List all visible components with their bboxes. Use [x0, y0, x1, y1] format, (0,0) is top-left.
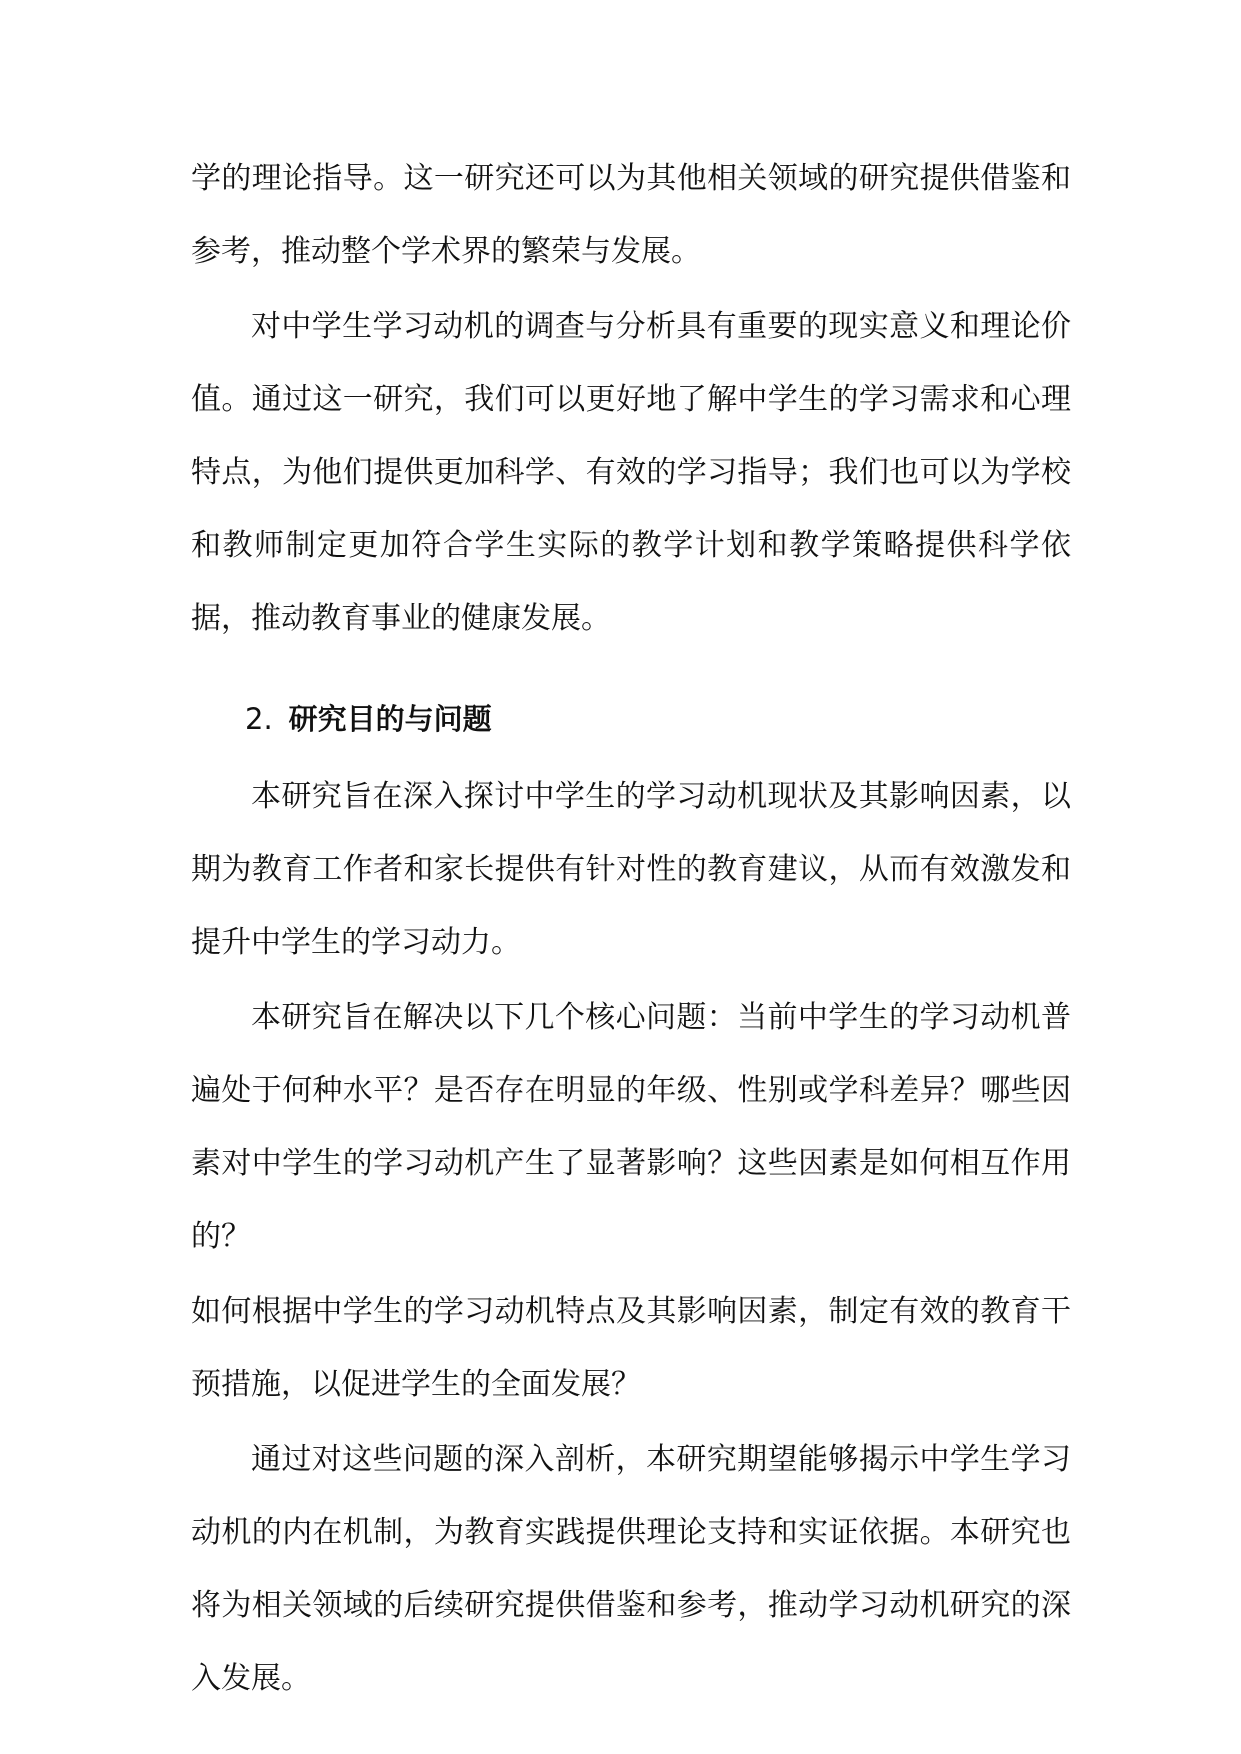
paragraph-continuation: 学的理论指导。这一研究还可以为其他相关领域的研究提供借鉴和参考，推动整个学术界的繁荣与发展。 — [191, 161, 1071, 269]
section-heading — [191, 683, 1071, 756]
paragraph-purpose: 本研究旨在深入探讨中学生的学习动机现状及其影响因素，以期为教育工作者和家长提供有针对性的教育建议，从而有效激发和提升中学生的学习动力。 — [191, 779, 1071, 960]
paragraph-question-continuation: 如何根据中学生的学习动机特点及其影响因素，制定有效的教育干预措施，以促进学生的全面发展？ — [191, 1294, 1071, 1402]
paragraph-significance: 对中学生学习动机的调查与分析具有重要的现实意义和理论价值。通过这一研究，我们可以更好地了解中学生的学习需求和心理特点，为他们提供更加科学、有效的学习指导；我们也可以为学校和教师制定更加符合学生实际的教学计划和教学策略提供科学依据，推动教育事业的健康发展。 — [191, 309, 1071, 636]
paragraph-expectation: 通过对这些问题的深入剖析，本研究期望能够揭示中学生学习动机的内在机制，为教育实践提供理论支持和实证依据。本研究也将为相关领域的后续研究提供借鉴和参考，推动学习动机研究的深入发展。 — [191, 1442, 1071, 1696]
section-number: 2. — [245, 702, 273, 736]
paragraph-questions: 本研究旨在解决以下几个核心问题：当前中学生的学习动机普遍处于何种水平？是否存在明显的年级、性别或学科差异？哪些因素对中学生的学习动机产生了显著影响？这些因素是如何相互作用的？ — [191, 1000, 1071, 1254]
document-body — [191, 142, 1071, 1717]
section-title: 研究目的与问题 — [288, 702, 492, 736]
